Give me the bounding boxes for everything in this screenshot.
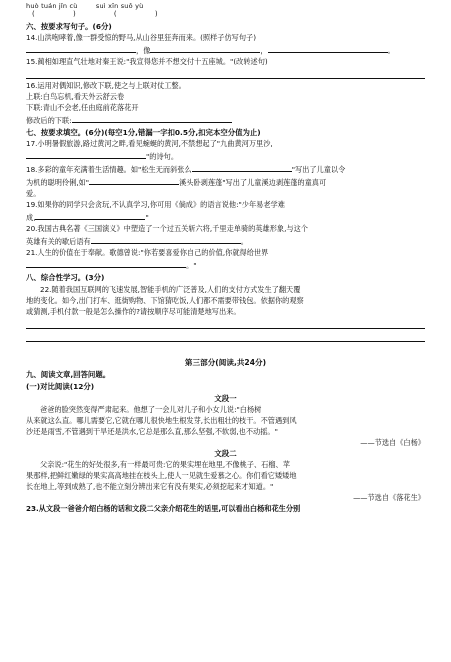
q14-blank-2[interactable] [150,44,260,53]
q18-line1: 18.多彩的童年充满着生活情趣。如"松生无而斜张么 "写出了儿童以令 [26,165,346,175]
q14-answer: ，像 ， 。 [26,44,425,55]
q17-line1: 17.小明暑假旅游,路过黄河之畔,看见蜿蜒的黄河,不禁想起了"九曲黄河万里沙, [26,139,273,149]
q19-line1: 19.如果你的同学只会贪玩,不认真学习,你可用《倘成》的语言说他:"少年易老学难 [26,200,285,210]
q16-upper: 上联:白鸟忘机,看天外云舒云卷 [26,92,125,102]
q20-line2: 英雄有关的歇后语有 。 [26,237,248,247]
q21-blank[interactable] [26,259,186,268]
article-1-title: 文段一 [214,393,237,403]
q15-answer-line[interactable] [26,68,425,79]
q16-lower: 下联:青山不会老,任由庭前花落花开 [26,103,139,113]
q19-line2: 成, " [26,213,149,223]
q16-blank[interactable] [72,114,232,123]
q14: 14.山洪咆哮着,像一群受惊的野马,从山谷里狂奔而来。(照样子仿写句子) [26,33,257,43]
q18-line2: 为机的聪明伶俐,如" 溪头卧剥莲蓬"写出了儿童溪边剥莲蓬的童真可 [26,178,327,188]
pinyin-1: huò tuán jǐn cù [26,2,78,10]
q14-blank-3[interactable] [268,44,388,53]
article-2-line3: 长在地上,等到成熟了,也不能立刻分辨出来它有没有果实,必须挖起来才知道。" [26,482,274,492]
article-2-line2: 果那样,把鲜红嫩绿的果实高高地挂在枝头上,使人一见就生爱慕之心。你们看它矮矮地 [26,471,297,481]
section-9-title: 九、阅读文章,回答问题。 [26,370,111,380]
pinyin-2: suì xīn suǒ yù [95,2,144,10]
q15: 15.蔺相如理直气壮地对秦王说:"我宣得您并不想交付十五座城。"(改转述句) [26,57,268,67]
article-2-title: 文段二 [214,448,237,458]
article-1-source: ——节选自《白杨》 [360,437,425,447]
q22-line3: 或猜测,手机付款一般是怎么操作的?请按顺序尽可能清楚地写出来。 [26,306,241,316]
q22-line1: 22.随着我国互联网的飞速发展,智能手机的广泛普及,人们的支付方式发生了翻天覆 [40,284,301,294]
q17-line2: "的诗句。 [26,150,425,161]
q16-fix: 修改后的下联: [26,114,425,125]
q17-blank[interactable] [26,150,146,159]
q21-line1: 21.人生的价值在于奉献。歌德曾说:"你若要喜爱你自己的价值,你就得给世界 [26,248,269,258]
q16: 16.运用对偶知识,修改下联,使之与上联对仗工整。 [26,81,186,91]
q22-answer-line-1[interactable] [26,318,425,329]
q18-blank-2[interactable] [89,176,179,185]
q23: 23.从文段一爸爸介绍白杨的话和文段二父亲介绍花生的话里,可以看出白杨和花生分别 [26,504,301,514]
q14-blank-1[interactable] [26,44,136,53]
part-3-title: 第三部分(阅读,共24分) [184,357,267,367]
section-6-title: 六、按要求写句子。(6分) [26,21,112,31]
q20-blank[interactable] [91,235,241,244]
article-1-line1: 爸爸的脸突然变得严肃起来。他想了一会儿对儿子和小女儿说:"白杨树 [40,404,262,414]
q18-blank-1[interactable] [192,163,292,172]
sub-section-1-title: (一)对比阅读(12分) [26,382,95,392]
article-2-line1: 父亲说:"花生的好处很多,有一样最可贵:它的果实埋在地里,不像桃子、石榴、苹 [40,460,290,470]
q21-line2: 。" [26,259,425,270]
article-1-line3: 沙还是雨雪,不管遇到干旱还是洪水,它总是那么直,那么坚强,不软弱,也不动摇。" [26,426,278,436]
article-2-source: ——节选自《落花生》 [353,493,425,503]
article-1-line2: 从来就这么直。哪儿需要它,它就在哪儿很快地生根发芽,长出粗壮的枝干。不管遇到风 [26,415,297,425]
q18-line3: 爱。 [26,189,41,199]
section-7-title: 七、按要求填空。(6分)(每空1分,错漏一字扣0.5分,扣完本空分值为止) [26,128,261,138]
q19-blank[interactable] [35,211,145,220]
pinyin-parens: ( ) ( ) [32,10,176,19]
pinyin-row [26,2,425,10]
section-8-title: 八、综合性学习。(3分) [26,273,105,283]
q22-line2: 地的变化。如今,出门打车、逛街购物、下馆猜吃饭,人们都不需要带钱包。依据你的观察 [26,295,304,305]
q20-line1: 20.我国古典名著《三国演义》中塑造了一个过五关斩六将,千里走单骑的英雄形象,与这个 [26,224,308,234]
q22-answer-line-2[interactable] [26,331,425,342]
